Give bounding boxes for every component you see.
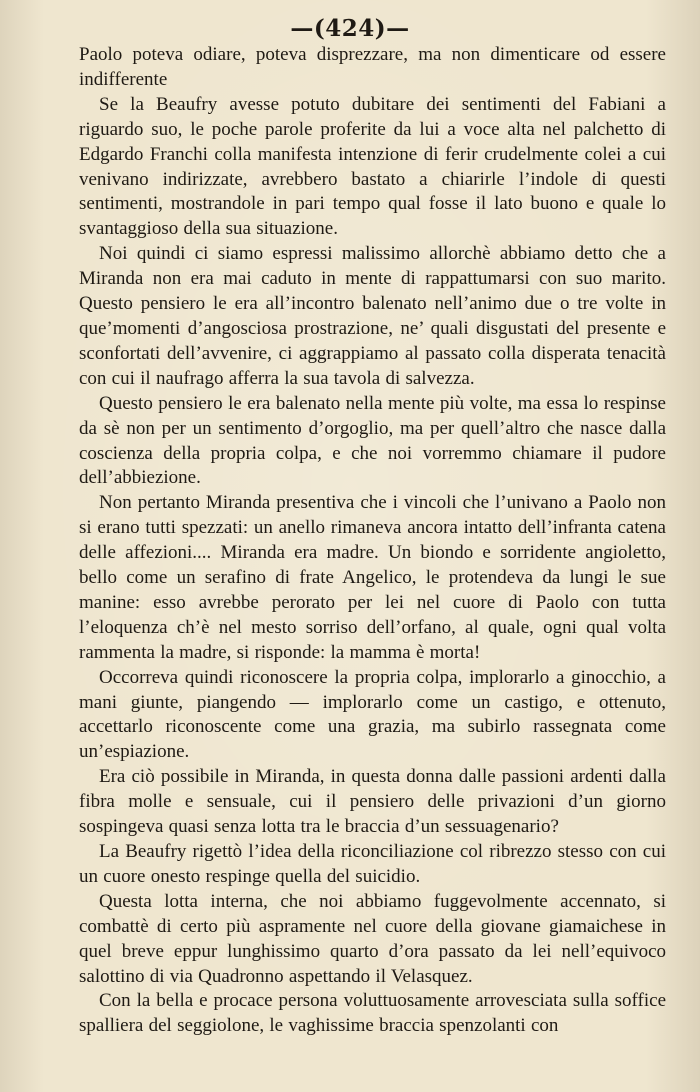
page-number: —(424)— [290,15,410,42]
paragraph-4: Questo pensiero le era balenato nella mente più volte, ma essa lo respinse da sè non per un sentimento d’orgoglio, ma per quell’altro che nasce dalla coscienza della propria colpa, e che noi vorremmo chiamare il pudore dell’abbiezione. [79,392,666,489]
page-body [79,43,666,1039]
paragraph-9: Questa lotta interna, che noi abbiamo fuggevolmente accennato, si combattè di certo più aspramente nel cuore della giovane giamaichese in quel breve eppur lunghissimo quarto d’ora passato da lei nell’equivoco salottino di via Quadronno aspettando il Velasquez. [79,890,666,987]
paragraph-8: La Beaufry rigettò l’idea della riconciliazione col ribrezzo stesso con cui un cuore onesto respinge quella del suicidio. [79,841,666,887]
paragraph-1: Paolo poteva odiare, poteva disprezzare, ma non dimenticare od essere indifferente [79,44,666,90]
paragraph-2: Se la Beaufry avesse potuto dubitare dei sentimenti del Fabiani a riguardo suo, le poche parole proferite da lui a voce alta nel palchetto di Edgardo Franchi colla manifesta intenzione di ferir crudelmente colei a cui venivano indirizzate, avrebbero bastato a chiarirle l’indole di questi sentimenti, mostrandole in pari tempo qual fosse il lato buono e quale lo svantaggioso della sua situazione. [79,93,666,240]
paragraph-10: Con la bella e procace persona voluttuosamente arrovesciata sulla soffice spalliera del seggiolone, le vaghissime braccia spenzolanti con [79,990,666,1037]
paragraph-3: Noi quindi ci siamo espressi malissimo allorchè abbiamo detto che a Miranda non era mai caduto in mente di rappattumarsi con suo marito. Questo pensiero le era all’incontro balenato nell’animo due o tre volte in que’momenti d’angosciosa prostrazione, ne’ quali disgustati del presente e sconfortati dell’avvenire, ci aggrappiamo al passato colla disperata tenacità con cui il naufrago afferra la sua tavola di salvezza. [79,243,666,389]
paragraph-7: Era ciò possibile in Miranda, in questa donna dalle passioni ardenti dalla fibra molle e sensuale, cui il pensiero delle privazioni d’un giorno sospingeva quasi senza lotta tra le braccia d’un sessuagenario? [79,766,666,838]
paragraph-5: Non pertanto Miranda presentiva che i vincoli che l’univano a Paolo non si erano tutti spezzati: un anello rimaneva ancora intatto dell’infranta catena delle affezioni.... Miranda era madre. Un biondo e sorridente angioletto, bello come un serafino di frate Angelico, le protendeva da lungi le sue manine: esso avrebbe perorato per lei nel cuore di Paolo con tutta l’eloquenza ch’è nel mesto sorriso dell’orfano, al quale, ogni qual volta rammenta la madre, si risponde: la mamma è morta! [79,492,666,663]
paragraph-6: Occorreva quindi riconoscere la propria colpa, implorarlo a ginocchio, a mani giunte, piangendo — implorarlo come un castigo, e ottenuto, accettarlo riconoscente come una grazia, ma subirlo rassegnata come un’espiazione. [79,666,666,763]
